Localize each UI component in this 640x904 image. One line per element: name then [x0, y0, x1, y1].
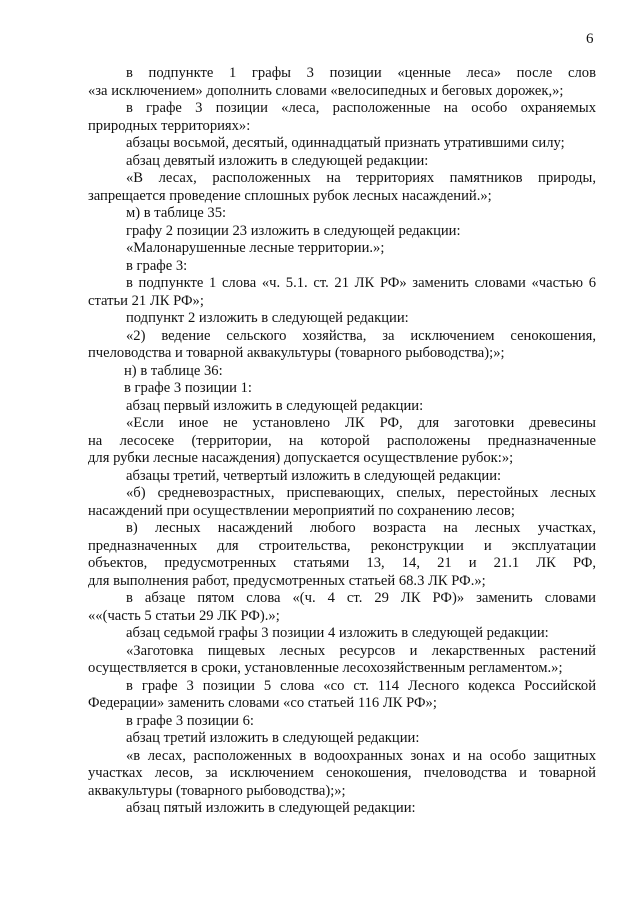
text-line: ««(часть 5 статьи 29 ЛК РФ).»; [88, 607, 280, 624]
text-line: аквакультуры (товарного рыбоводства);»; [88, 782, 346, 799]
text-line: м) в таблице 35: [126, 205, 227, 221]
text-line: в графе 3: [126, 257, 188, 274]
text-line: «за исключением» дополнить словами «велосипедных и беговых дорожек,»; [88, 82, 564, 99]
text-line: в графе 3 позиции 1: [124, 380, 252, 396]
text-line: «В лесах, расположенных на территориях памятников природы, [126, 170, 596, 186]
text-line: абзац третий изложить в следующей редакции: [126, 730, 420, 746]
text-line: Федерации» заменить словами «со статьей 116 ЛК РФ»; [88, 695, 437, 711]
text-line: подпункт 2 изложить в следующей редакции: [126, 310, 409, 326]
document-body [88, 65, 596, 818]
text-line: насаждений при осуществлении мероприятий по сохранению лесов; [88, 502, 515, 519]
text-line: «Если иное не установлено ЛК РФ, для заготовки древесины [126, 415, 596, 431]
text-line: для рубки лесные насаждения) допускается осуществление рубок:»; [88, 450, 514, 466]
text-line: абзац пятый изложить в следующей редакции: [126, 800, 416, 816]
text-line: в графе 3 позиции 6: [126, 712, 254, 729]
text-line: «в лесах, расположенных в водоохранных зонах и на особо защитных [126, 747, 596, 764]
text-line: предназначенных для строительства, реконструкции и эксплуатации [88, 537, 596, 554]
text-line: н) в таблице 36: [124, 362, 223, 379]
text-line: в графе 3 позиции 5 слова «со ст. 114 Лесного кодекса Российской [126, 677, 596, 694]
text-line: осуществляется в сроки, установленные лесохозяйственным регламентом.»; [88, 660, 563, 676]
text-line: абзац девятый изложить в следующей редакции: [126, 152, 429, 169]
text-line: в графе 3 позиции «леса, расположенные на особо охраняемых [126, 100, 596, 116]
text-line: «Малонарушенные лесные территории.»; [126, 240, 385, 256]
text-line: природных территориях»: [88, 117, 251, 134]
text-line: абзацы третий, четвертый изложить в следующей редакции: [126, 467, 502, 484]
text-line: для выполнения работ, предусмотренных статьей 68.3 ЛК РФ.»; [88, 572, 486, 589]
text-line: абзац седьмой графы 3 позиции 4 изложить в следующей редакции: [126, 625, 549, 641]
text-line: объектов, предусмотренных статьями 13, 14, 21 и 21.1 ЛК РФ, [88, 555, 596, 571]
text-line: в) лесных насаждений любого возраста на лесных участках, [126, 520, 596, 536]
text-line: запрещается проведение сплошных рубок лесных насаждений.»; [88, 187, 492, 204]
text-line: графу 2 позиции 23 изложить в следующей редакции: [126, 222, 461, 239]
text-line: на лесосеке (территории, на которой расположены предназначенные [88, 432, 596, 449]
text-line: «2) ведение сельского хозяйства, за исключением сенокошения, [126, 327, 596, 344]
text-line: пчеловодства и товарной аквакультуры (товарного рыбоводства);»; [88, 345, 505, 361]
text-line: участках лесов, за исключением сенокошения, пчеловодства и товарной [88, 765, 596, 781]
text-line: абзацы восьмой, десятый, одиннадцатый признать утратившими силу; [126, 135, 565, 151]
page-number: 6 [586, 31, 594, 47]
text-line: в подпункте 1 графы 3 позиции «ценные леса» после слов [126, 65, 596, 81]
text-line: абзац первый изложить в следующей редакции: [126, 397, 424, 414]
text-line: «Заготовка пищевых лесных ресурсов и лекарственных растений [126, 642, 596, 659]
text-line: «б) средневозрастных, приспевающих, спелых, перестойных лесных [126, 485, 596, 501]
text-line: в подпункте 1 слова «ч. 5.1. ст. 21 ЛК РФ» заменить словами «частью 6 [126, 275, 596, 291]
text-line: в абзаце пятом слова «(ч. 4 ст. 29 ЛК РФ)» заменить словами [126, 590, 596, 606]
text-line: статьи 21 ЛК РФ»; [88, 292, 204, 309]
